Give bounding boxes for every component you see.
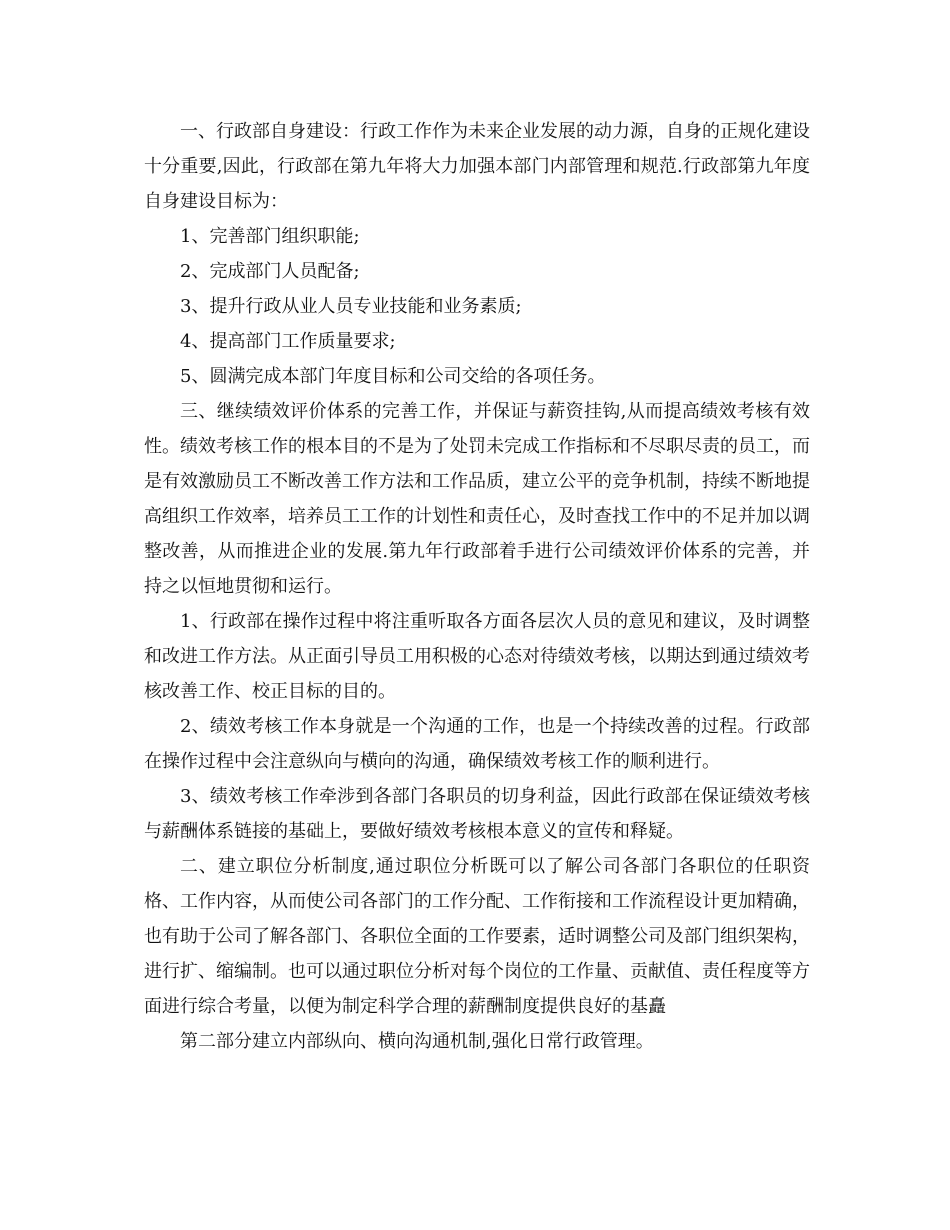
list-item-goal-3: 3、提升行政从业人员专业技能和业务素质;	[180, 296, 522, 317]
document-body	[144, 114, 810, 1059]
list-item-goal-4: 4、提高部门工作质量要求;	[180, 331, 396, 352]
paragraph-part-two: 第二部分建立内部纵向、横向沟通机制,强化日常行政管理。	[180, 1031, 654, 1052]
list-item-performance-2: 2、绩效考核工作本身就是一个沟通的工作，也是一个持续改善的过程。行政部在操作过程中会注意纵向与横向的沟通，确保绩效考核工作的顺利进行。	[144, 716, 810, 772]
list-item-goal-1: 1、完善部门组织职能;	[180, 226, 360, 247]
list-item-performance-3: 3、绩效考核工作牵涉到各部门各职员的切身利益，因此行政部在保证绩效考核与薪酬体系链接的基础上，要做好绩效考核根本意义的宣传和释疑。	[144, 786, 810, 842]
paragraph-performance-system: 三、继续绩效评价体系的完善工作，并保证与薪资挂钩,从而提高绩效考核有效性。绩效考核工作的根本目的不是为了处罚未完成工作指标和不尽职尽责的员工，而是有效激励员工不断改善工作方法和工作品质，建立公平的竞争机制，持续不断地提高组织工作效率，培养员工工作的计划性和责任心，及时查找工作中的不足并加以调整改善，从而推进企业的发展.第九年行政部着手进行公司绩效评价体系的完善，并持之以恒地贯彻和运行。	[144, 401, 810, 597]
list-item-goal-2: 2、完成部门人员配备;	[180, 261, 360, 282]
paragraph-self-construction: 一、行政部自身建设：行政工作作为未来企业发展的动力源，自身的正规化建设十分重要,因此，行政部在第九年将大力加强本部门内部管理和规范.行政部第九年度自身建设目标为：	[144, 121, 810, 212]
list-item-performance-1: 1、行政部在操作过程中将注重听取各方面各层次人员的意见和建议，及时调整和改进工作方法。从正面引导员工用积极的心态对待绩效考核，以期达到通过绩效考核改善工作、校正目标的目的。	[144, 611, 810, 702]
list-item-goal-5: 5、圆满完成本部门年度目标和公司交给的各项任务。	[180, 366, 606, 387]
paragraph-job-analysis: 二、建立职位分析制度,通过职位分析既可以了解公司各部门各职位的任职资格、工作内容，从而使公司各部门的工作分配、工作衔接和工作流程设计更加精确，也有助于公司了解各部门、各职位全面的工作要素，适时调整公司及部门组织架构，进行扩、缩编制。也可以通过职位分析对每个岗位的工作量、贡献值、责任程度等方面进行综合考量，以便为制定科学合理的薪酬制度提供良好的基矗	[144, 856, 810, 1017]
